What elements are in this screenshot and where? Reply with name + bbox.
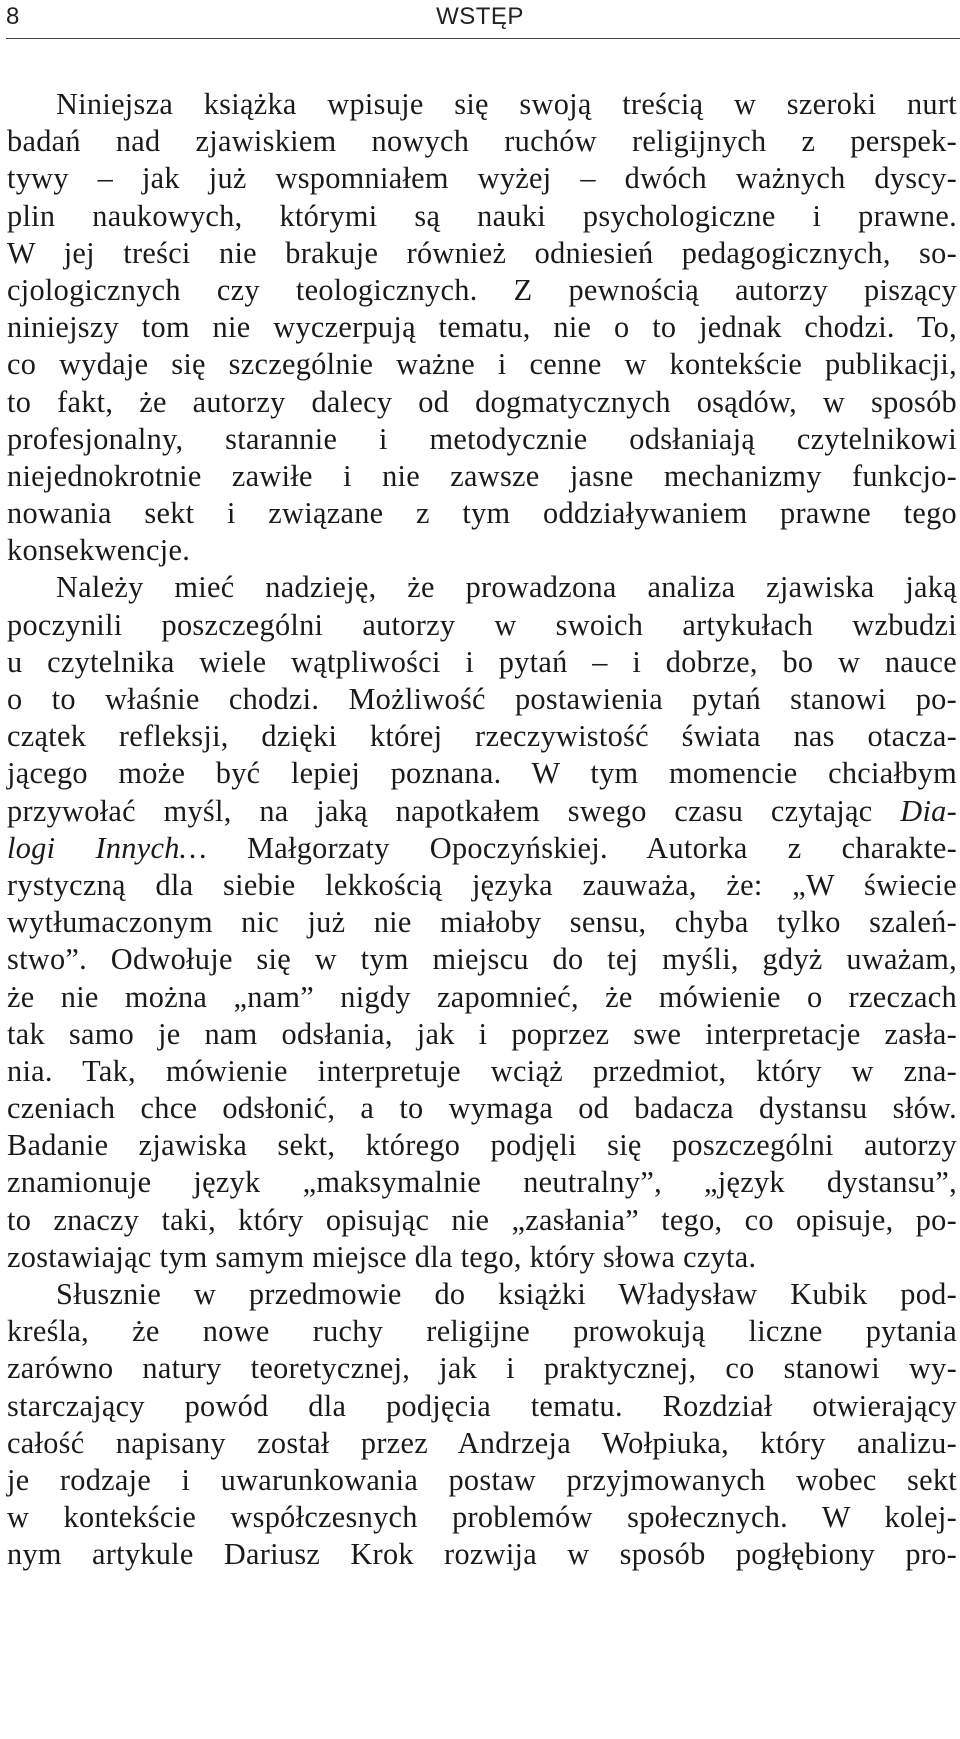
text-line: konsekwencje. — [7, 533, 191, 568]
italic-title: logi Innych… — [7, 830, 207, 865]
text-line: kreśla, że nowe ruchy religijne prowokują liczne pytania — [7, 1314, 957, 1349]
text-line: profesjonalny, starannie i metodycznie odsłaniają czytelnikowi — [7, 421, 957, 456]
text-line: nym artykule Dariusz Krok rozwija w sposób pogłębiony pro- — [7, 1537, 957, 1572]
text-line: wytłumaczonym nic już nie miałoby sensu, chyba tylko szaleń- — [7, 905, 957, 940]
text-line: zostawiając tym samym miejsce dla tego, który słowa czyta. — [7, 1239, 757, 1274]
text-line: poczynili poszczególni autorzy w swoich artykułach wzbudzi — [7, 607, 957, 642]
text-line: co wydaje się szczególnie ważne i cenne w kontekście publikacji, — [7, 347, 957, 382]
text-line: czeniach chce odsłonić, a to wymaga od badacza dystansu słów. — [7, 1091, 957, 1126]
text-line: tywy – jak już wspomniałem wyżej – dwóch ważnych dyscy- — [7, 161, 957, 196]
text-line: że nie można „nam” nigdy zapomnieć, że mówienie o rzeczach — [7, 979, 957, 1014]
text-line: to znaczy taki, który opisując nie „zasłania” tego, co opisuje, po- — [7, 1202, 957, 1237]
text-line: Badanie zjawiska sekt, którego podjęli się poszczególni autorzy — [7, 1128, 957, 1163]
italic-title: Dia- — [900, 793, 958, 828]
text-line-mixed — [7, 830, 957, 867]
text-line: niejednokrotnie zawiłe i nie zawsze jasne mechanizmy funkcjo- — [7, 458, 957, 493]
body-text — [7, 86, 957, 1574]
text-line: W jej treści nie brakuje również odniesień pedagogicznych, so- — [7, 235, 957, 270]
text-line: niniejszy tom nie wyczerpują tematu, nie o to jednak chodzi. To, — [7, 310, 957, 345]
text-line: u czytelnika wiele wątpliwości i pytań – i dobrze, bo w nauce — [7, 644, 957, 679]
running-head: WSTĘP — [436, 3, 524, 30]
text-line: to fakt, że autorzy dalecy od dogmatycznych osądów, w sposób — [7, 384, 957, 419]
text-line-mixed — [7, 793, 957, 830]
text-line: je rodzaje i uwarunkowania postaw przyjmowanych wobec sekt — [7, 1462, 957, 1497]
text-line: plin naukowych, którymi są nauki psychologiczne i prawne. — [7, 198, 957, 233]
header-rule — [6, 38, 960, 39]
text-line: zarówno natury teoretycznej, jak i praktycznej, co stanowi wy- — [7, 1351, 957, 1386]
text-segment: przywołać myśl, na jaką napotkałem swego czasu czytając — [7, 793, 873, 828]
text-line: Słusznie w przedmowie do książki Władysław Kubik pod- — [56, 1277, 957, 1311]
text-line: Należy mieć nadzieję, że prowadzona analiza zjawiska jaką — [56, 570, 957, 605]
page-header — [0, 0, 960, 40]
text-line: w kontekście współczesnych problemów społecznych. W kolej- — [7, 1500, 957, 1535]
text-line: jącego może być lepiej poznana. W tym momencie chciałbym — [7, 756, 957, 791]
text-line: całość napisany został przez Andrzeja Wołpiuka, który analizu- — [7, 1425, 957, 1460]
text-line: rystyczną dla siebie lekkością języka zauważa, że: „W świecie — [7, 867, 957, 902]
text-segment: Małgorzaty Opoczyńskiej. Autorka z charakte- — [247, 830, 957, 865]
text-line: cjologicznych czy teologicznych. Z pewnością autorzy piszący — [7, 272, 957, 307]
text-line: nia. Tak, mówienie interpretuje wciąż przedmiot, który w zna- — [7, 1053, 957, 1088]
text-line: starczający powód dla podjęcia tematu. Rozdział otwierający — [7, 1388, 957, 1423]
text-line: stwo”. Odwołuje się w tym miejscu do tej myśli, gdyż uważam, — [7, 942, 957, 977]
text-line: Niniejsza książka wpisuje się swoją treścią w szeroki nurt — [56, 87, 957, 121]
text-line: tak samo je nam odsłania, jak i poprzez swe interpretacje zasła- — [7, 1016, 957, 1051]
text-line: nowania sekt i związane z tym oddziaływaniem prawne tego — [7, 496, 957, 531]
text-line: czątek refleksji, dzięki której rzeczywistość świata nas otacza- — [7, 719, 957, 754]
text-line: znamionuje język „maksymalnie neutralny”, „język dystansu”, — [7, 1165, 957, 1200]
text-line: badań nad zjawiskiem nowych ruchów religijnych z perspek- — [7, 124, 957, 159]
text-line: o to właśnie chodzi. Możliwość postawienia pytań stanowi po- — [7, 682, 957, 716]
page-number: 8 — [6, 3, 20, 30]
